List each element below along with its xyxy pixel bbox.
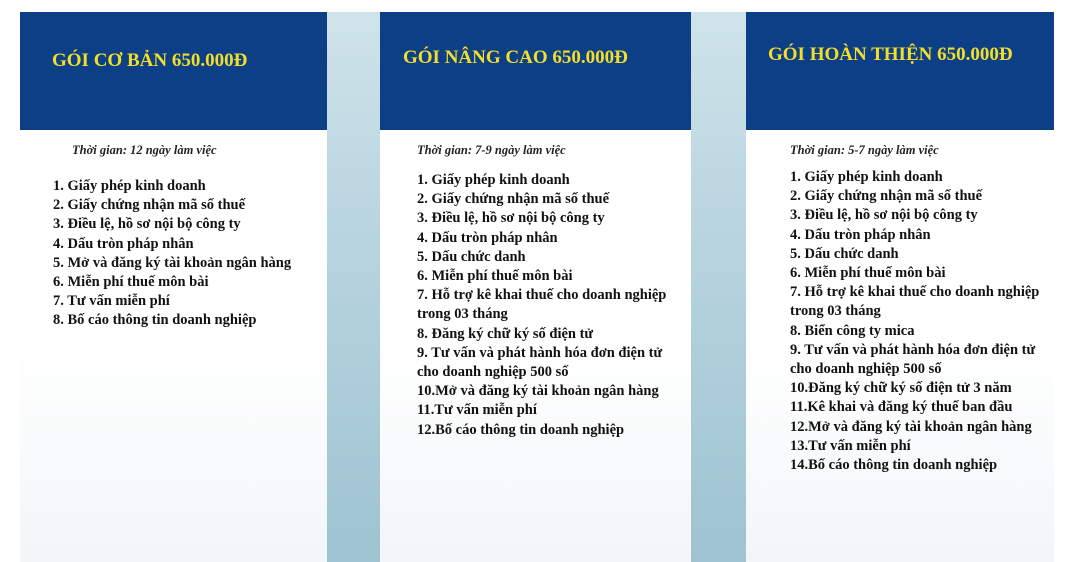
package-time: Thời gian: 12 ngày làm việc	[72, 143, 217, 157]
list-item: 1. Giấy phép kinh doanh	[53, 178, 206, 194]
list-item: 14.Bố cáo thông tin doanh nghiệp	[790, 457, 998, 474]
list-item: 3. Điều lệ, hồ sơ nội bộ công ty	[790, 207, 978, 224]
package-header	[20, 12, 327, 130]
list-item: 3. Điều lệ, hồ sơ nội bộ công ty	[53, 216, 241, 233]
list-item: 2. Giấy chứng nhận mã số thuế	[790, 188, 983, 205]
list-item: 6. Miễn phí thuế môn bài	[53, 274, 209, 291]
list-item: 5. Dấu chức danh	[417, 248, 526, 265]
list-item: 7. Tư vấn miễn phí	[53, 293, 170, 310]
list-item: 1. Giấy phép kinh doanh	[417, 172, 570, 188]
list-item: 6. Miễn phí thuế môn bài	[790, 265, 946, 282]
list-item: 12.Bố cáo thông tin doanh nghiệp	[417, 421, 625, 438]
package-header	[380, 12, 691, 130]
package-time: Thời gian: 5-7 ngày làm việc	[790, 143, 939, 157]
list-item: 10.Mở và đăng ký tài khoản ngân hàng	[417, 383, 659, 400]
list-item: 3. Điều lệ, hồ sơ nội bộ công ty	[417, 210, 605, 227]
package-card-complete	[746, 12, 1054, 562]
list-item: 4. Dấu tròn pháp nhân	[790, 226, 931, 243]
list-item: 1. Giấy phép kinh doanh	[790, 169, 943, 185]
list-item: 9. Tư vấn và phát hành hóa đơn điện tử cho doanh nghiệp 500 số	[790, 341, 1036, 378]
list-item: 2. Giấy chứng nhận mã số thuế	[53, 197, 246, 214]
list-item: 8. Biển công ty mica	[790, 322, 915, 339]
separator-stripe	[327, 12, 380, 562]
package-title: GÓI CƠ BẢN 650.000Đ	[52, 50, 248, 71]
package-title: GÓI HOÀN THIỆN 650.000Đ	[768, 44, 1013, 65]
list-item: 7. Hỗ trợ kê khai thuế cho doanh nghiệp trong 03 tháng	[417, 287, 667, 323]
separator-stripe	[691, 12, 746, 562]
list-item: 11.Kê khai và đăng ký thuế ban đầu	[790, 399, 1013, 416]
list-item: 4. Dấu tròn pháp nhân	[53, 235, 194, 252]
package-card-basic	[20, 12, 327, 562]
list-item: 11.Tư vấn miễn phí	[417, 402, 537, 419]
list-item: 6. Miễn phí thuế môn bài	[417, 268, 573, 285]
package-title: GÓI NÂNG CAO 650.000Đ	[403, 47, 628, 68]
package-time: Thời gian: 7-9 ngày làm việc	[417, 143, 566, 157]
package-item-list	[53, 177, 303, 331]
list-item: 8. Đăng ký chữ ký số điện tử	[417, 325, 594, 342]
list-item: 5. Mở và đăng ký tài khoản ngân hàng	[53, 254, 292, 271]
list-item: 5. Dấu chức danh	[790, 245, 899, 262]
list-item: 9. Tư vấn và phát hành hóa đơn điện tử cho doanh nghiệp 500 số	[417, 344, 663, 381]
package-card-advanced	[380, 12, 691, 562]
list-item: 8. Bố cáo thông tin doanh nghiệp	[53, 312, 257, 329]
list-item: 12.Mở và đăng ký tài khoản ngân hàng	[790, 418, 1032, 435]
list-item: 7. Hỗ trợ kê khai thuế cho doanh nghiệp trong 03 tháng	[790, 284, 1040, 320]
list-item: 10.Đăng ký chữ ký số điện tử 3 năm	[790, 380, 1012, 397]
package-item-list	[790, 168, 1040, 475]
package-header	[746, 12, 1054, 130]
list-item: 4. Dấu tròn pháp nhân	[417, 229, 558, 246]
list-item: 13.Tư vấn miễn phí	[790, 437, 911, 454]
list-item: 2. Giấy chứng nhận mã số thuế	[417, 191, 610, 208]
package-item-list	[417, 171, 673, 440]
